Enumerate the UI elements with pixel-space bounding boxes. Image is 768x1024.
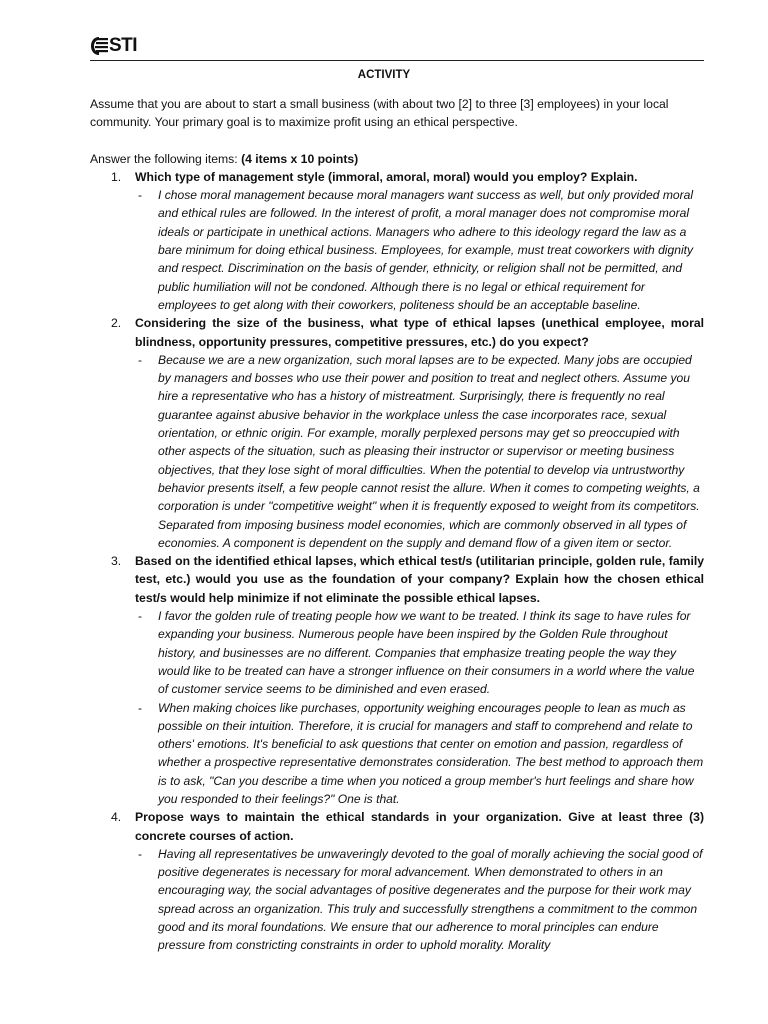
- answer-paragraph: [90, 699, 704, 809]
- answer-paragraph: [90, 845, 704, 955]
- question-text: Based on the identified ethical lapses, which ethical test/s (utilitarian principle, golden rule, family test, etc.) would you use as the foundation of your company? Explain how the chosen ethical test/s would help minimize if not eliminate the possible ethical lapses.: [135, 554, 704, 605]
- bullet-dash: -: [138, 700, 143, 715]
- instructions-line: [90, 150, 704, 168]
- page-header: [90, 36, 704, 62]
- bullet-dash: -: [138, 188, 143, 203]
- answer-paragraph: [90, 351, 704, 552]
- question-text: Considering the size of the business, what type of ethical lapses (unethical employee, moral blindness, opportunity pressures, competitive pressures, etc.) do you expect?: [135, 316, 704, 349]
- answer-paragraph: [90, 607, 704, 698]
- question-item: [90, 168, 704, 186]
- logo-text: STI: [109, 35, 138, 56]
- bullet-dash: -: [138, 352, 143, 367]
- globe-logo-icon: [90, 36, 108, 56]
- question-item: [90, 552, 704, 607]
- bullet-dash: -: [138, 846, 143, 861]
- answer-text: Because we are a new organization, such moral lapses are to be expected. Many jobs are occupied by managers and bosses who use their power and position to treat and neglect others. Assume you hire a representative who has a history of mistreatment. Surprisingly, there is frequently no real guarantee against abusive behavior in the workplace unless the case incorporates race, sexual orientation, or ethnic origin. For example, morally perplexed persons may get so preoccupied with other aspects of the situation, such as pleasing their instructor or supervisor or meeting business objectives, that they lose sight of moral difficulties. When the potential to develop via untrustworthy behavior presents itself, a few people cannot resist the allure. When it comes to competing weights, a corporation is under "competitive weight" when it is frequently exposed to weight from its competitors. Separated from imposing business model economies, which are commonly observed in all types of economies. A component is dependent on the supply and demand flow of a given item or sector.: [158, 352, 700, 550]
- bullet-dash: -: [138, 609, 143, 624]
- question-text: Propose ways to maintain the ethical standards in your organization. Give at least three (3) concrete courses of action.: [135, 810, 704, 843]
- question-text: Which type of management style (immoral, amoral, moral) would you employ? Explain.: [135, 169, 638, 184]
- question-number: 3.: [111, 554, 122, 569]
- instructions-prefix: Answer the following items:: [90, 151, 242, 166]
- answer-text: When making choices like purchases, opportunity weighing encourages people to lean as much as possible on their intuition. Therefore, it is crucial for managers and staff to comprehend and relate to others' emotions. It's beneficial to ask questions that center on emotion and passion, regardless of whether a prospective representative demonstrates consideration. The best method to approach them is to ask, "Can you describe a time when you noticed a group member's hurt feelings and share how you responded to their feelings?" One is that.: [158, 700, 704, 806]
- question-number: 1.: [111, 169, 122, 184]
- sti-logo: [90, 36, 137, 56]
- points-label: (4 items x 10 points): [241, 151, 359, 166]
- intro-paragraph: Assume that you are about to start a small business (with about two [2] to three [3] employees) in your local community. Your primary goal is to maximize profit using an ethical perspective.: [90, 97, 669, 130]
- question-item: [90, 808, 704, 845]
- question-item: [90, 314, 704, 351]
- answer-text: Having all representatives be unwaveringly devoted to the goal of morally achieving the social good of positive degenerates is necessary for moral advancement. When demonstrated to others in an encouraging way, the social advantages of positive degenerates and the purpose for their work may spread across an organization. This truly and successfully strengthens a commitment to the common good and its moral foundations. We ensure that our adherence to moral principles can endure pressure from constricting constraints in order to uphold morality. Morality: [158, 846, 703, 953]
- question-number: 4.: [111, 810, 122, 825]
- question-number: 2.: [111, 316, 122, 331]
- page-title: ACTIVITY: [357, 69, 411, 81]
- answer-paragraph: [90, 186, 704, 314]
- answer-text: I chose moral management because moral managers want success as well, but only provided moral and ethical rules are followed. In the interest of profit, a moral manager does not compromise moral ideals or participate in unethical actions. Managers who adhere to this ideology regard the law as a bare minimum for doing ethical business. Employees, for example, must treat coworkers with dignity and respect. Discrimination on the basis of gender, ethnicity, or religion shall not be permitted, and public humiliation will not be condoned. Although there is no legal or ethical requirement for employees to get along with their coworkers, politeness should be an acceptable baseline.: [158, 188, 694, 312]
- answer-text: I favor the golden rule of treating people how we want to be treated. I think its sage to have rules for expanding your business. Numerous people have been inspired by the Golden Rule throughout history, and businesses are no different. Companies that emphasize treating people the way they would like to be treated can have a stronger influence on their consumers in a world where the value of customer service seems to be diminished and even erased.: [158, 609, 695, 697]
- question-list: [90, 168, 704, 955]
- header-divider: [90, 60, 704, 61]
- document-body: [90, 95, 704, 955]
